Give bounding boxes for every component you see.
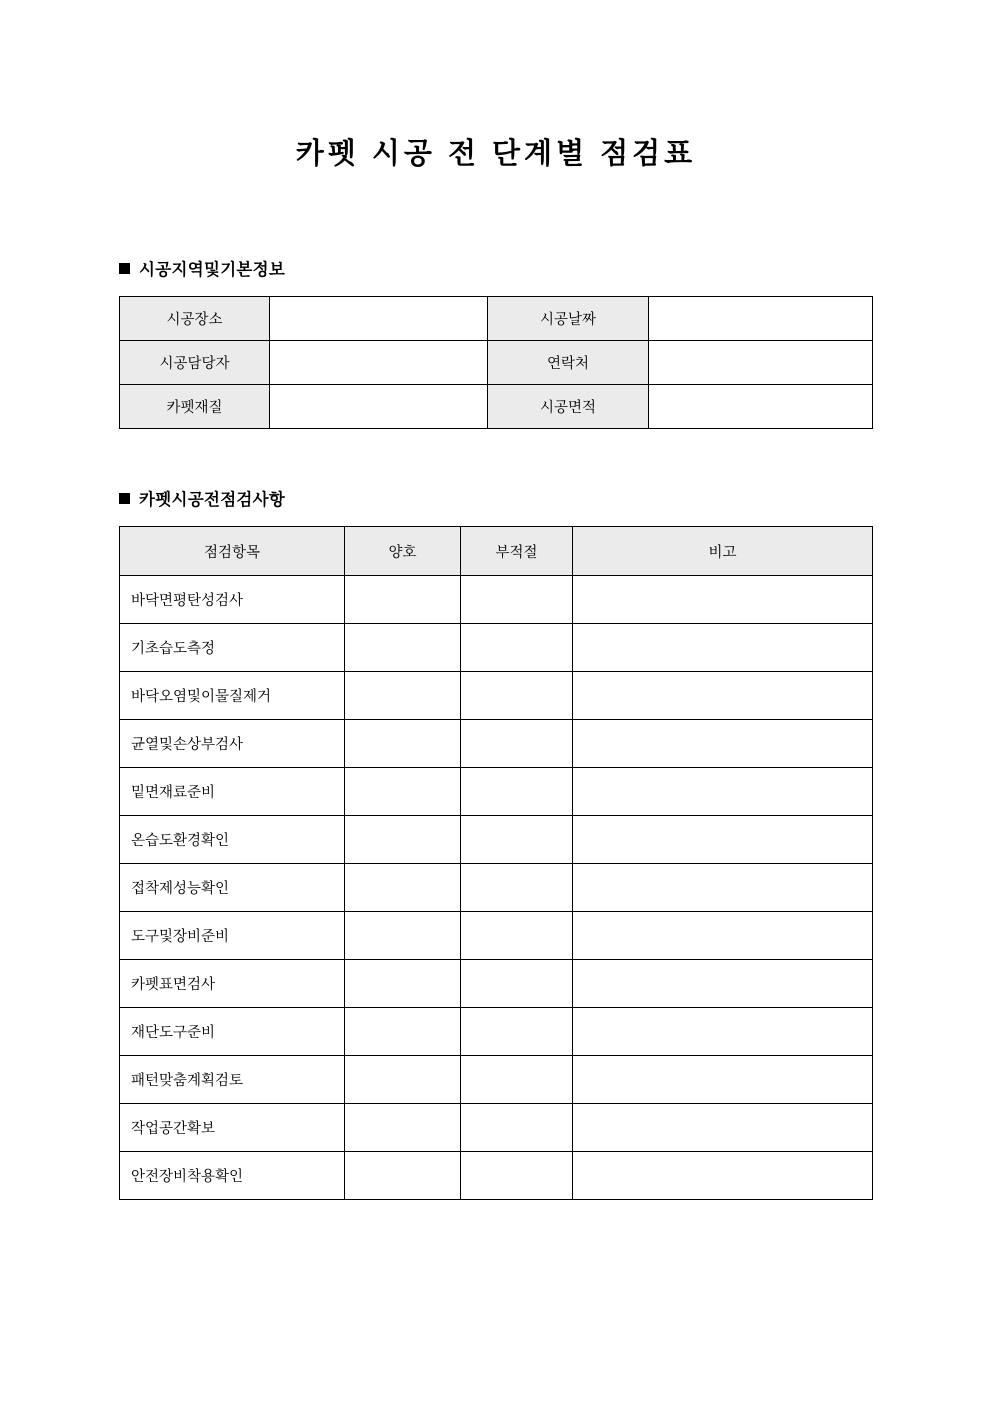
table-row (120, 960, 873, 1008)
section-heading-basic-info-label: 시공지역및기본정보 (139, 261, 286, 280)
checklist-inadequate-cell[interactable] (461, 672, 573, 720)
checklist-inadequate-cell[interactable] (461, 720, 573, 768)
info-label-date: 시공날짜 (488, 297, 649, 341)
checklist-remarks-cell[interactable] (573, 624, 873, 672)
checklist-inadequate-cell[interactable] (461, 1104, 573, 1152)
column-header-good: 양호 (345, 527, 461, 576)
checklist-item-label: 온습도환경확인 (120, 816, 345, 864)
checklist-good-cell[interactable] (345, 576, 461, 624)
table-row (120, 912, 873, 960)
checklist-item-label: 작업공간확보 (120, 1104, 345, 1152)
checklist-remarks-cell[interactable] (573, 1152, 873, 1200)
table-row (120, 1008, 873, 1056)
checklist-item-label: 안전장비착용확인 (120, 1152, 345, 1200)
section-heading-checklist-label: 카펫시공전점검사항 (139, 491, 286, 510)
checklist-inadequate-cell[interactable] (461, 1152, 573, 1200)
table-row (120, 341, 873, 385)
checklist-remarks-cell[interactable] (573, 1008, 873, 1056)
checklist-good-cell[interactable] (345, 624, 461, 672)
checklist-inadequate-cell[interactable] (461, 912, 573, 960)
checklist-inadequate-cell[interactable] (461, 816, 573, 864)
checklist-item-label: 재단도구준비 (120, 1008, 345, 1056)
table-row (120, 297, 873, 341)
checklist-item-label: 바닥오염및이물질제거 (120, 672, 345, 720)
checklist-good-cell[interactable] (345, 1104, 461, 1152)
info-label-manager: 시공담당자 (120, 341, 270, 385)
table-row (120, 1056, 873, 1104)
checklist-inadequate-cell[interactable] (461, 576, 573, 624)
info-value-site[interactable] (270, 297, 488, 341)
checklist-good-cell[interactable] (345, 912, 461, 960)
table-row (120, 1152, 873, 1200)
checklist-remarks-cell[interactable] (573, 1104, 873, 1152)
checklist-inadequate-cell[interactable] (461, 624, 573, 672)
checklist-remarks-cell[interactable] (573, 768, 873, 816)
info-value-contact[interactable] (649, 341, 873, 385)
table-row (120, 624, 873, 672)
table-row (120, 864, 873, 912)
checklist-item-label: 바닥면평탄성검사 (120, 576, 345, 624)
table-header-row (120, 527, 873, 576)
info-value-manager[interactable] (270, 341, 488, 385)
checklist-remarks-cell[interactable] (573, 672, 873, 720)
basic-info-table (119, 296, 873, 429)
info-label-material: 카펫재질 (120, 385, 270, 429)
checklist-remarks-cell[interactable] (573, 912, 873, 960)
checklist-inadequate-cell[interactable] (461, 768, 573, 816)
column-header-remarks: 비고 (573, 527, 873, 576)
info-label-area: 시공면적 (488, 385, 649, 429)
table-row (120, 672, 873, 720)
table-row (120, 768, 873, 816)
checklist-item-label: 균열및손상부검사 (120, 720, 345, 768)
checklist-item-label: 패턴맞춤계획검토 (120, 1056, 345, 1104)
checklist-inadequate-cell[interactable] (461, 864, 573, 912)
table-row (120, 1104, 873, 1152)
square-bullet-icon (119, 263, 130, 274)
info-value-material[interactable] (270, 385, 488, 429)
checklist-good-cell[interactable] (345, 864, 461, 912)
checklist-remarks-cell[interactable] (573, 816, 873, 864)
info-value-date[interactable] (649, 297, 873, 341)
checklist-inadequate-cell[interactable] (461, 1056, 573, 1104)
table-row (120, 816, 873, 864)
checklist-remarks-cell[interactable] (573, 960, 873, 1008)
checklist-remarks-cell[interactable] (573, 864, 873, 912)
checklist-inadequate-cell[interactable] (461, 1008, 573, 1056)
page-title: 카펫 시공 전 단계별 점검표 (295, 138, 697, 170)
checklist-good-cell[interactable] (345, 1152, 461, 1200)
checklist-item-label: 기초습도측정 (120, 624, 345, 672)
column-header-item: 점검항목 (120, 527, 345, 576)
checklist-remarks-cell[interactable] (573, 720, 873, 768)
checklist-good-cell[interactable] (345, 960, 461, 1008)
checklist-item-label: 밑면재료준비 (120, 768, 345, 816)
table-row (120, 576, 873, 624)
column-header-inadequate: 부적절 (461, 527, 573, 576)
checklist-table-head (120, 527, 873, 576)
basic-info-table-body (120, 297, 873, 429)
square-bullet-icon (119, 493, 130, 504)
checklist-good-cell[interactable] (345, 816, 461, 864)
checklist-inadequate-cell[interactable] (461, 960, 573, 1008)
section-heading-checklist (119, 486, 992, 510)
checklist-good-cell[interactable] (345, 672, 461, 720)
info-label-contact: 연락처 (488, 341, 649, 385)
table-row (120, 720, 873, 768)
checklist-item-label: 도구및장비준비 (120, 912, 345, 960)
checklist-remarks-cell[interactable] (573, 1056, 873, 1104)
checklist-item-label: 접착제성능확인 (120, 864, 345, 912)
table-row (120, 385, 873, 429)
checklist-table-body (120, 576, 873, 1200)
info-label-site: 시공장소 (120, 297, 270, 341)
checklist-table (119, 526, 873, 1200)
checklist-good-cell[interactable] (345, 768, 461, 816)
checklist-good-cell[interactable] (345, 1008, 461, 1056)
checklist-remarks-cell[interactable] (573, 576, 873, 624)
info-value-area[interactable] (649, 385, 873, 429)
section-heading-basic-info (119, 256, 992, 280)
checklist-good-cell[interactable] (345, 720, 461, 768)
checklist-good-cell[interactable] (345, 1056, 461, 1104)
checklist-item-label: 카펫표면검사 (120, 960, 345, 1008)
